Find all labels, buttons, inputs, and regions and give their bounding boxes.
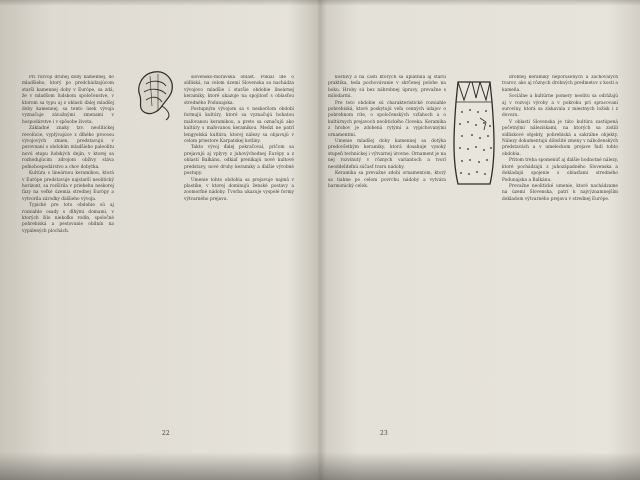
paragraph: Umenie tohto obdobia sa prejavuje najmä v plastike, v ktorej dominujú ženské postavy a zoomorfné nádoby. Tvorba ukazuje vyspelé formy výtvarného prejavu. [184,177,294,202]
left-page [0,0,318,480]
decorated-vessel-icon [450,78,498,188]
paragraph: Pri rozvoji druhej doby kamennej, do mladšieho, ktorý po predchádzajúcom starší kamennej doby v Európe, sa zdá, že v mladšom ľudskom spoločenstve, v ktorom sa typu aj z oblasti ďalej mladšej doby kamennej, sa tento úsek vývoja vyznačuje závažnými zmenami v hospodárstve i v spôsobe života. [22,75,114,125]
paragraph: Keramika sa prevažne zdobí ornamentom, ktorý sa tiahne po celom povrchu nádoby a vytvára harmonický celok. [328,171,446,189]
bottom-shadow [0,452,640,480]
paragraph: slovensko-moravská oblasť. Pokiaľ ide o sídliská, na celom území Slovenska sa nachádza vývojovo mladšie i staršie obdobie lineárnej keramiky, ktoré ukazuje na spojitosť s oblasťou stredného Podunajska. [184,75,294,106]
page-number-left: 22 [162,430,170,437]
paragraph: Umenie mladšej doby kamennej sa dotýka predovšetkým keramiky, ktorá dosahuje vysoký stupeň technickej i výtvarnej úrovne. Ornament je na nej rozvinutý v rôznych variantoch a tvorí neoddeliteľnú súčasť tvaru nádoby. [328,139,446,170]
paragraph: Postupným vývojom sa v neskoršom období formujú kultúry, ktoré sa vyznačujú bohatou maľovanou keramikou, a preto sa označujú ako kultúry s maľovanou keramikou. Medzi ne patrí lengyelská kultúra, ktorej nálezy sa objavujú v celom priestore Karpatskej kotliny. [184,107,294,145]
paragraph: Prevažne neolitické umenie, ktoré nachádzame na území Slovenska, patrí k najvýznamnejším dokladom výtvarného prejavu v strednej Európe. [502,183,618,202]
paragraph: drobnej keramiky neporušených a zachovalých tvarov, ako aj rôznych drobných predmetov z kosti a kameňa. [502,75,618,93]
paragraph: Sociálne a kultúrne pomery neolitu sa odrážajú aj v rozvoji výroby a v pokroku pri spracovaní suroviny, ktorá sa získavala z miestnych ložísk i z dovozu. [502,94,618,119]
paragraph: Základné znaky tzv. neolitickej revolúcie, vyplývajúce z dlhého procesu vývojových zmien, predstavujú v porovnaní s obdobím mladšieho paleolitu novú etapu ľudských dejín, v ktorej sa rozhodujúcim zdrojom obživy stáva poľnohospodárstvo a chov dobytka. [22,126,114,170]
paragraph: V oblasti Slovenska je táto kultúra zastúpená početnými náleziskami, na ktorých sa zistili sídliskové objekty, pohrebiská a sakrálne objekty. Nálezy dokumentujú dôležité zmeny v náboženských predstavách a v umeleckom prejave ľudí tohto obdobia. [502,119,618,157]
left-page-column-2 [184,75,294,433]
paragraph: Kultúra s lineárnou keramikou, ktorá v Európe predstavuje najstarší neolitický horizont, sa rozšírila v priebehu neskorej fázy na veľké územia strednej Európy a vytvorila zárodky ďalšieho vývoja. [22,171,114,202]
paragraph: Pre toto obdobie sú charakteristické rozsiahle pohrebiská, ktoré poskytujú veľa cenných údajov o pohrebnom ríte, o spoločenských vzťahoch a o kultúrnych prejavoch neolitického človeka. Keramika z hrobov je zdobená rytými a vypichovanými ornamentmi. [328,100,446,138]
paragraph: Pritom treba spomenúť aj ďalšie hodnotné nálezy, ktoré pochádzajú z juhozápadného Slovenska a dokladajú spojenie s oblasťami stredného Podunajska a Balkánu. [502,158,618,183]
top-shadow [0,0,640,6]
page-number-right: 23 [380,430,388,437]
right-page [322,0,640,480]
paragraph: Takto vývoj ďalej pokračoval, pričom sa prejavujú aj vplyvy z juhovýchodnej Európy a z oblastí Balkánu, odkiaľ prenikajú nové kultové predstavy, nové druhy keramiky a ďalšie výrobné postupy. [184,145,294,177]
right-page-column-1 [328,75,446,433]
paragraph: kostlivý a na časti ktorých sa uplatnila aj starší praktika, teda pochovávanie v skrčenej polohe na boku. Hroby sú bez náhrobnej úpravy, prevažne s milodarmi. [328,75,446,100]
clay-figurine-icon [132,66,182,122]
right-page-column-2 [502,75,618,433]
paragraph: Typické pre toto obdobie sú aj rozsiahle osady s dlhými domami, v ktorých žilo niekoľko rodín, spoločné pohrebiská a pestovanie obilnín na vypálených plochách. [22,203,114,234]
left-page-column-1 [22,75,114,433]
